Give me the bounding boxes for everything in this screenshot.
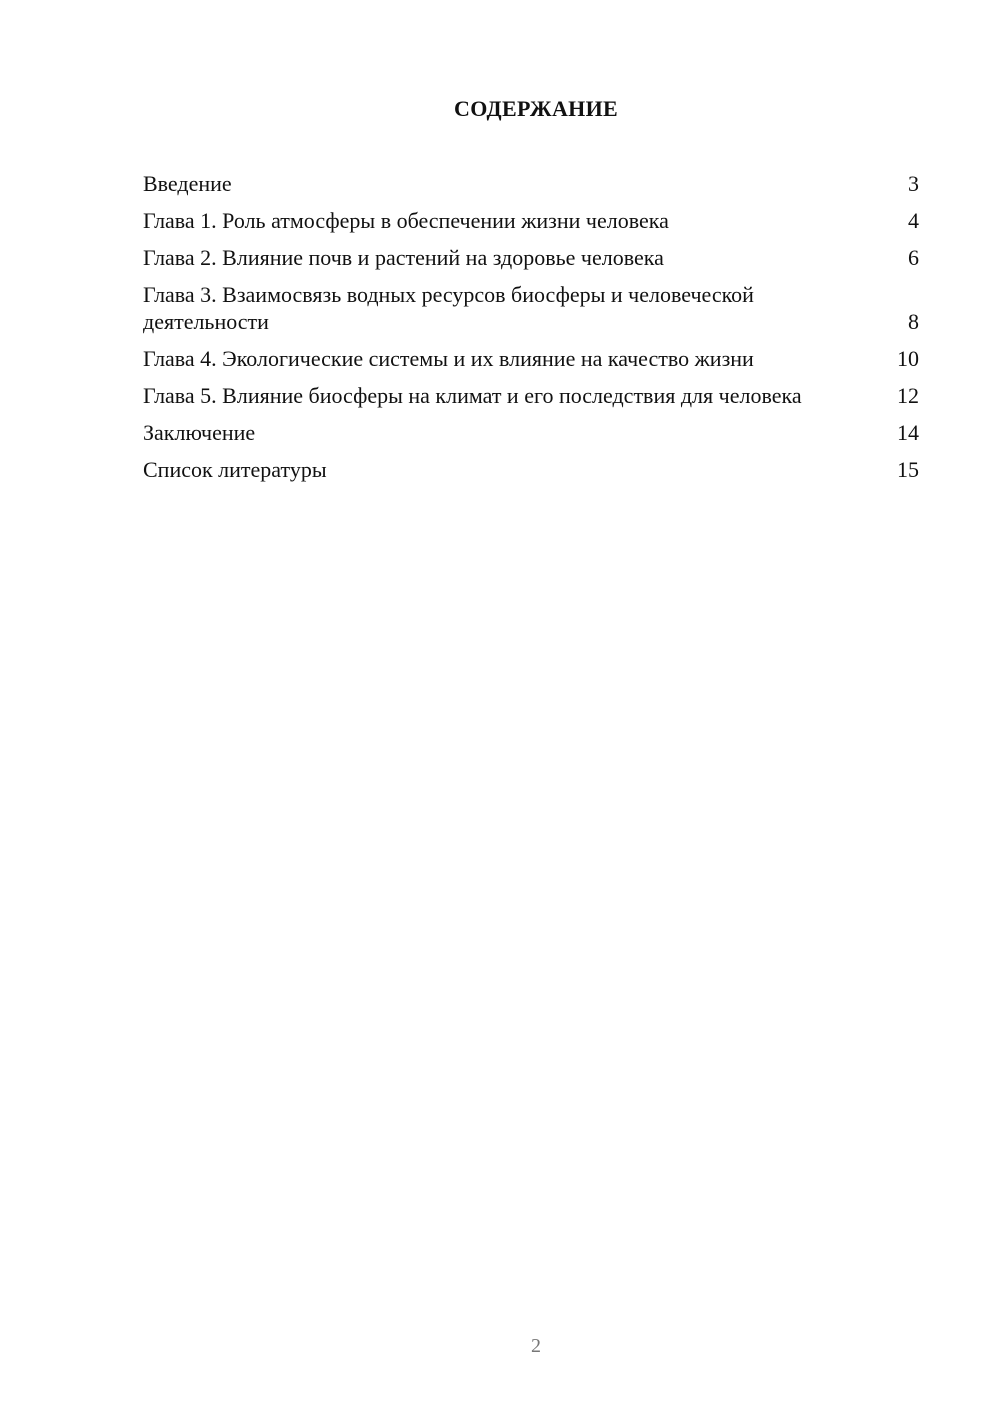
toc-entry-introduction <box>143 170 919 197</box>
toc-entry-chapter-1 <box>143 207 919 234</box>
toc-entry-label: Глава 2. Влияние почв и растений на здоровье человека <box>143 245 664 270</box>
page-number: 2 <box>531 1335 541 1357</box>
toc-entry-references <box>143 456 919 483</box>
toc-entry-page: 12 <box>897 383 919 408</box>
toc-entry-chapter-3 <box>143 281 919 335</box>
toc-entry-label: Глава 4. Экологические системы и их влияние на качество жизни <box>143 346 754 371</box>
table-of-contents <box>143 170 919 493</box>
toc-entry-label: Глава 3. Взаимосвязь водных ресурсов биосферы и человеческой деятельности <box>143 282 754 334</box>
toc-entry-label: Список литературы <box>143 457 327 482</box>
toc-entry-page: 4 <box>908 208 919 233</box>
toc-entry-label: Глава 1. Роль атмосферы в обеспечении жизни человека <box>143 208 669 233</box>
document-title: СОДЕРЖАНИЕ <box>454 96 618 121</box>
toc-entry-page: 14 <box>897 420 919 445</box>
toc-entry-page: 15 <box>897 457 919 482</box>
toc-entry-conclusion <box>143 419 919 446</box>
toc-entry-chapter-5 <box>143 382 919 409</box>
toc-entry-chapter-2 <box>143 244 919 271</box>
toc-entry-page: 6 <box>908 245 919 270</box>
toc-entry-page: 3 <box>908 171 919 196</box>
toc-entry-label: Глава 5. Влияние биосферы на климат и его последствия для человека <box>143 383 802 408</box>
toc-entry-page: 10 <box>897 346 919 371</box>
toc-entry-page: 8 <box>908 309 919 334</box>
toc-entry-label: Заключение <box>143 420 256 445</box>
toc-entry-chapter-4 <box>143 345 919 372</box>
toc-entry-label: Введение <box>143 171 232 196</box>
